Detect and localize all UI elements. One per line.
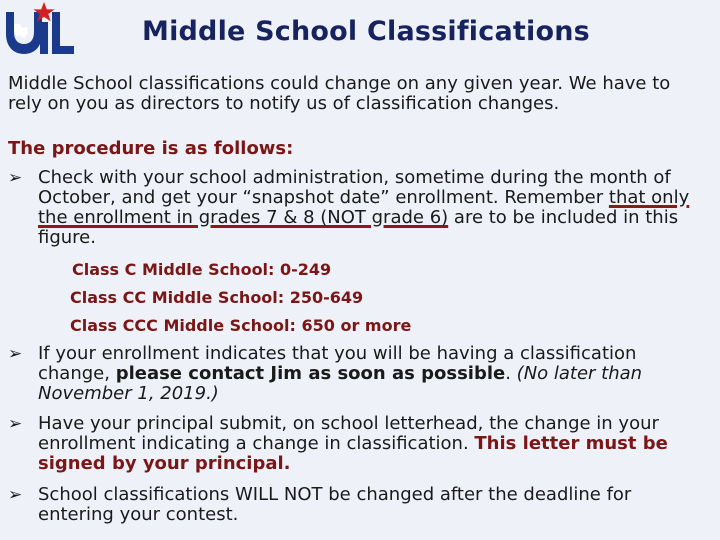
arrow-bullet-icon: ➢ (8, 168, 23, 188)
intro-paragraph: Middle School classifications could change on any given year. We have to rely on you as directors to notify us of classification changes. (8, 73, 671, 114)
uil-logo (4, 2, 76, 58)
bullet-text: Check with your school administration, sometime during the month of October, and get your “snapshot date” enrollment. Remember that only the enrollment in grades 7 & 8 (NOT grade 6) are to be included in this figure. (38, 167, 690, 248)
bullet-contact-jim (8, 344, 708, 404)
arrow-bullet-icon: ➢ (8, 414, 23, 434)
bullet-text: Have your principal submit, on school letterhead, the change in your enrollment indicating a change in classification. This letter must be signed by your principal. (38, 413, 668, 474)
grades-underline-text: that only the enrollment in grades 7 & 8 (NOT grade 6) (38, 187, 690, 228)
bullet-deadline (8, 485, 708, 525)
class-c-line: Class C Middle School: 0-249 (72, 260, 332, 279)
arrow-bullet-icon: ➢ (8, 344, 23, 364)
arrow-bullet-icon: ➢ (8, 485, 23, 505)
bullet-principal-letter (8, 414, 708, 474)
class-ccc-line: Class CCC Middle School: 650 or more (70, 316, 412, 335)
procedure-heading: The procedure is as follows: (8, 138, 294, 159)
bullet-text: If your enrollment indicates that you will be having a classification change, please contact Jim as soon as possible. (No later than November 1, 2019.) (38, 343, 643, 404)
bullet-check-enrollment (8, 168, 708, 248)
page-title: Middle School Classifications (142, 16, 590, 47)
bullet-text: School classifications WILL NOT be changed after the deadline for entering your contest. (38, 484, 632, 525)
class-cc-line: Class CC Middle School: 250-649 (70, 288, 364, 307)
